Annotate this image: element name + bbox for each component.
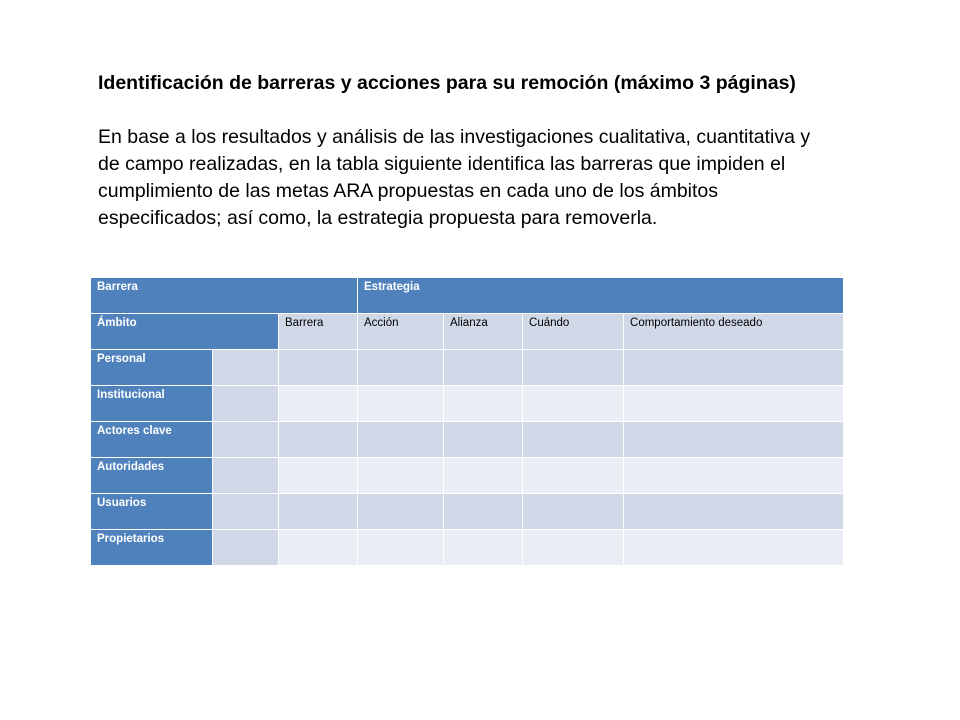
sub-header-row (91, 314, 844, 350)
header-estrategia: Estrategia (358, 278, 844, 314)
table-cell[interactable] (523, 530, 624, 566)
header-ambito: Ámbito (91, 314, 279, 350)
table-cell[interactable] (444, 350, 523, 386)
table-cell[interactable] (444, 530, 523, 566)
header-comportamiento: Comportamiento deseado (624, 314, 844, 350)
row-label: Usuarios (91, 494, 213, 530)
table-cell[interactable] (523, 350, 624, 386)
paragraph-line: En base a los resultados y análisis de las investigaciones cualitativa, cuantitativa y (98, 126, 811, 148)
row-label: Institucional (91, 386, 213, 422)
row-label: Personal (91, 350, 213, 386)
table-cell[interactable] (624, 494, 844, 530)
table-cell[interactable] (213, 530, 279, 566)
table-cell[interactable] (523, 458, 624, 494)
header-cuando: Cuándo (523, 314, 624, 350)
row-label: Autoridades (91, 458, 213, 494)
paragraph-line: cumplimiento de las metas ARA propuestas en cada uno de los ámbitos (98, 180, 719, 202)
paragraph-line: de campo realizadas, en la tabla siguiente identifica las barreras que impiden el (98, 153, 786, 175)
header-alianza: Alianza (444, 314, 523, 350)
table-cell[interactable] (279, 386, 358, 422)
table-row (91, 494, 844, 530)
table-cell[interactable] (358, 494, 444, 530)
table-cell[interactable] (358, 386, 444, 422)
table-cell[interactable] (624, 350, 844, 386)
table-cell[interactable] (624, 530, 844, 566)
row-label: Propietarios (91, 530, 213, 566)
table-cell[interactable] (444, 458, 523, 494)
table-row (91, 422, 844, 458)
table-cell[interactable] (624, 422, 844, 458)
header-barrera-col: Barrera (279, 314, 358, 350)
row-label: Actores clave (91, 422, 213, 458)
table-cell[interactable] (279, 350, 358, 386)
table-cell[interactable] (444, 386, 523, 422)
table-cell[interactable] (213, 494, 279, 530)
table-cell[interactable] (523, 422, 624, 458)
table-cell[interactable] (279, 422, 358, 458)
table-row (91, 458, 844, 494)
instructions-paragraph (98, 124, 898, 232)
table-cell[interactable] (279, 458, 358, 494)
table-cell[interactable] (358, 422, 444, 458)
table-cell[interactable] (444, 494, 523, 530)
table-cell[interactable] (523, 494, 624, 530)
table-cell[interactable] (624, 458, 844, 494)
table-cell[interactable] (358, 350, 444, 386)
table-cell[interactable] (213, 386, 279, 422)
table-cell[interactable] (624, 386, 844, 422)
table-cell[interactable] (213, 422, 279, 458)
table-row (91, 530, 844, 566)
table-cell[interactable] (444, 422, 523, 458)
table-cell[interactable] (358, 458, 444, 494)
table-cell[interactable] (213, 458, 279, 494)
table-cell[interactable] (358, 530, 444, 566)
header-barrera: Barrera (91, 278, 358, 314)
table-row (91, 350, 844, 386)
group-header-row (91, 278, 844, 314)
paragraph-line: especificados; así como, la estrategia propuesta para removerla. (98, 207, 658, 229)
header-accion: Acción (358, 314, 444, 350)
barriers-table (90, 277, 844, 566)
page-title: Identificación de barreras y acciones para su remoción (máximo 3 páginas) (98, 72, 796, 94)
table-cell[interactable] (279, 494, 358, 530)
table-cell[interactable] (523, 386, 624, 422)
table-cell[interactable] (213, 350, 279, 386)
table-row (91, 386, 844, 422)
table-cell[interactable] (279, 530, 358, 566)
